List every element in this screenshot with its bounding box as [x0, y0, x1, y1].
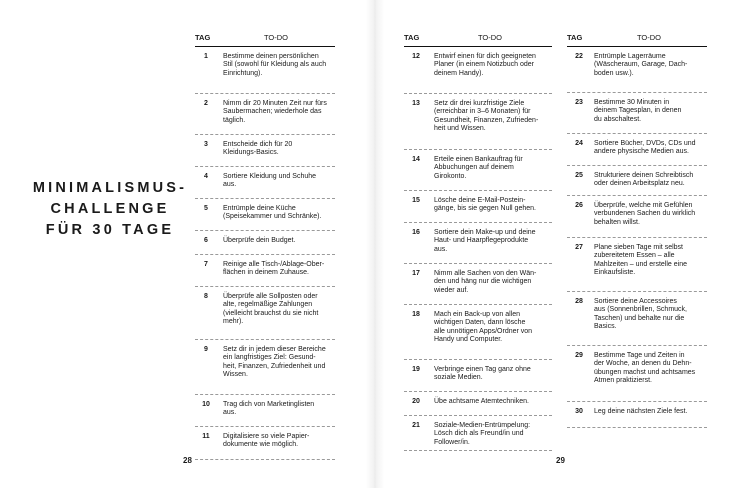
todo-text: Entrümple deine Küche (Speisekammer und Schränke).	[223, 205, 322, 221]
day-number: 22	[575, 53, 583, 60]
todo-row	[195, 231, 335, 255]
column-header-todo: TO-DO	[263, 33, 289, 42]
day-number: 8	[204, 293, 208, 300]
todo-text: Bestimme deinen persönlichen Stil (sowohl für Kleidung als auch Einrichtung).	[223, 53, 327, 77]
todo-text: Leg deine nächsten Ziele fest.	[594, 408, 688, 415]
todo-text: Sortiere Kleidung und Schuhe aus.	[223, 173, 317, 189]
todo-text: Entrümple Lagerräume (Wäscheraum, Garage, Dach- boden usw.).	[594, 53, 688, 77]
day-number: 28	[575, 298, 583, 305]
day-number: 13	[412, 100, 420, 107]
todo-row	[404, 47, 552, 94]
todo-row	[404, 305, 552, 360]
day-number: 19	[412, 366, 420, 373]
column-header-todo: TO-DO	[477, 33, 503, 42]
day-number: 26	[575, 202, 583, 209]
todo-text: Verbringe einen Tag ganz ohne soziale Medien.	[434, 366, 531, 382]
todo-text: Erteile einen Bankauftrag für Abbuchungen auf deinem Girokonto.	[434, 156, 523, 180]
todo-row	[404, 223, 552, 264]
todo-row	[195, 94, 335, 135]
todo-text: Mach ein Back-up von allen wichtigen Daten, dann lösche alle unnötigen Apps/Ordner von Handy und Computer.	[434, 311, 533, 344]
todo-row	[195, 395, 335, 427]
todo-text: Überprüfe alle Sollposten oder alte, regelmäßige Zahlungen (vielleicht brauchst du sie nicht mehr).	[223, 293, 319, 326]
todo-row	[404, 191, 552, 223]
title-line-1: MINIMALISMUS-	[32, 180, 188, 196]
todo-text: Überprüfe dein Budget.	[223, 237, 296, 244]
todo-table-days-22-30	[567, 34, 707, 428]
book-gutter	[366, 0, 384, 488]
todo-row	[404, 392, 552, 416]
todo-text: Strukturiere deinen Schreibtisch oder deinen Arbeitsplatz neu.	[594, 172, 694, 188]
todo-text: Nimm dir 20 Minuten Zeit nur fürs Saubermachen; wiederhole das täglich.	[223, 100, 327, 124]
todo-row	[195, 135, 335, 167]
day-number: 17	[412, 270, 420, 277]
table-header	[404, 34, 552, 47]
todo-text: Reinige alle Tisch-/Ablage-Ober- flächen in deinem Zuhause.	[223, 261, 325, 277]
todo-text: Bestimme 30 Minuten in deinem Tagesplan, in denen du abschaltest.	[594, 99, 682, 123]
day-number: 11	[202, 433, 210, 440]
day-number: 14	[412, 156, 420, 163]
column-header-tag: TAG	[567, 33, 583, 42]
day-number: 3	[204, 141, 208, 148]
day-number: 25	[575, 172, 583, 179]
todo-text: Nimm alle Sachen von den Wän- den und häng nur die wichtigen wieder auf.	[434, 270, 537, 294]
day-number: 29	[575, 352, 583, 359]
day-number: 1	[204, 53, 208, 60]
column-header-tag: TAG	[404, 33, 420, 42]
day-number: 7	[204, 261, 208, 268]
day-number: 15	[412, 197, 420, 204]
todo-row	[195, 167, 335, 199]
todo-text: Lösche deine E-Mail-Postein- gänge, bis sie gegen Null gehen.	[434, 197, 536, 213]
todo-text: Soziale-Medien-Entrümpelung: Lösch dich als Freund/in und Follower/in.	[434, 422, 531, 446]
todo-text: Entwirf einen für dich geeigneten Planer (in einem Notizbuch oder deinem Handy).	[434, 53, 536, 77]
day-number: 30	[575, 408, 583, 415]
todo-row	[567, 292, 707, 346]
todo-row	[195, 427, 335, 460]
todo-text: Sortiere deine Accessoires aus (Sonnenbrillen, Schmuck, Taschen) und behalte nur die Basics.	[594, 298, 687, 331]
todo-row	[404, 416, 552, 451]
day-number: 20	[412, 398, 420, 405]
todo-text: Entscheide dich für 20 Kleidungs-Basics.	[223, 141, 293, 157]
todo-row	[195, 340, 335, 395]
column-header-tag: TAG	[195, 33, 211, 42]
day-number: 21	[412, 422, 420, 429]
todo-row	[195, 287, 335, 340]
column-header-todo: TO-DO	[636, 33, 662, 42]
todo-row	[195, 47, 335, 94]
todo-row	[567, 196, 707, 238]
day-number: 23	[575, 99, 583, 106]
todo-row	[567, 93, 707, 134]
day-number: 9	[204, 346, 208, 353]
todo-row	[567, 238, 707, 292]
day-number: 4	[204, 173, 208, 180]
todo-text: Überprüfe, welche mit Gefühlen verbundenen Sachen du wirklich behalten willst.	[594, 202, 696, 226]
todo-table-days-1-11	[195, 34, 335, 460]
title-line-2: CHALLENGE	[50, 201, 170, 217]
title-line-3: FÜR 30 TAGE	[45, 222, 175, 238]
page-number-left: 28	[183, 456, 192, 465]
day-number: 5	[204, 205, 208, 212]
day-number: 24	[575, 140, 583, 147]
todo-row	[567, 134, 707, 166]
todo-text: Trag dich von Marketinglisten aus.	[223, 401, 315, 417]
todo-text: Übe achtsame Atemtechniken.	[434, 398, 529, 405]
todo-text: Setz dir drei kurzfristige Ziele (erreichbar in 3–6 Monaten) für Gesundheit, Finanzen, Zufrieden- heit und Wissen.	[434, 100, 539, 133]
table-header	[567, 34, 707, 47]
day-number: 16	[412, 229, 420, 236]
todo-row	[404, 150, 552, 191]
day-number: 10	[202, 401, 210, 408]
day-number: 6	[204, 237, 208, 244]
day-number: 27	[575, 244, 583, 251]
todo-row	[195, 255, 335, 287]
page-title	[30, 178, 190, 241]
day-number: 2	[204, 100, 208, 107]
todo-row	[195, 199, 335, 231]
todo-text: Bestimme Tage und Zeiten in der Woche, an denen du Dehn- übungen machst und achtsames Atmen praktizierst.	[594, 352, 696, 385]
todo-row	[404, 94, 552, 150]
todo-row	[404, 264, 552, 305]
todo-row	[567, 346, 707, 402]
todo-table-days-12-21	[404, 34, 552, 451]
todo-row	[567, 47, 707, 93]
todo-text: Plane sieben Tage mit selbst zubereitetem Essen – alle Mahlzeiten – und erstelle eine Einkaufsliste.	[594, 244, 688, 277]
todo-text: Setz dir in jedem dieser Bereiche ein langfristiges Ziel: Gesund- heit, Finanzen, Zufriedenheit und Wissen.	[223, 346, 326, 379]
todo-row	[567, 402, 707, 428]
todo-text: Sortiere Bücher, DVDs, CDs und andere physische Medien aus.	[594, 140, 696, 156]
day-number: 12	[412, 53, 420, 60]
todo-row	[567, 166, 707, 196]
table-header	[195, 34, 335, 47]
page-number-right: 29	[556, 456, 565, 465]
todo-text: Sortiere dein Make-up und deine Haut- und Haarpflegeprodukte aus.	[434, 229, 536, 253]
day-number: 18	[412, 311, 420, 318]
todo-row	[404, 360, 552, 392]
todo-text: Digitalisiere so viele Papier- dokumente wie möglich.	[223, 433, 310, 449]
